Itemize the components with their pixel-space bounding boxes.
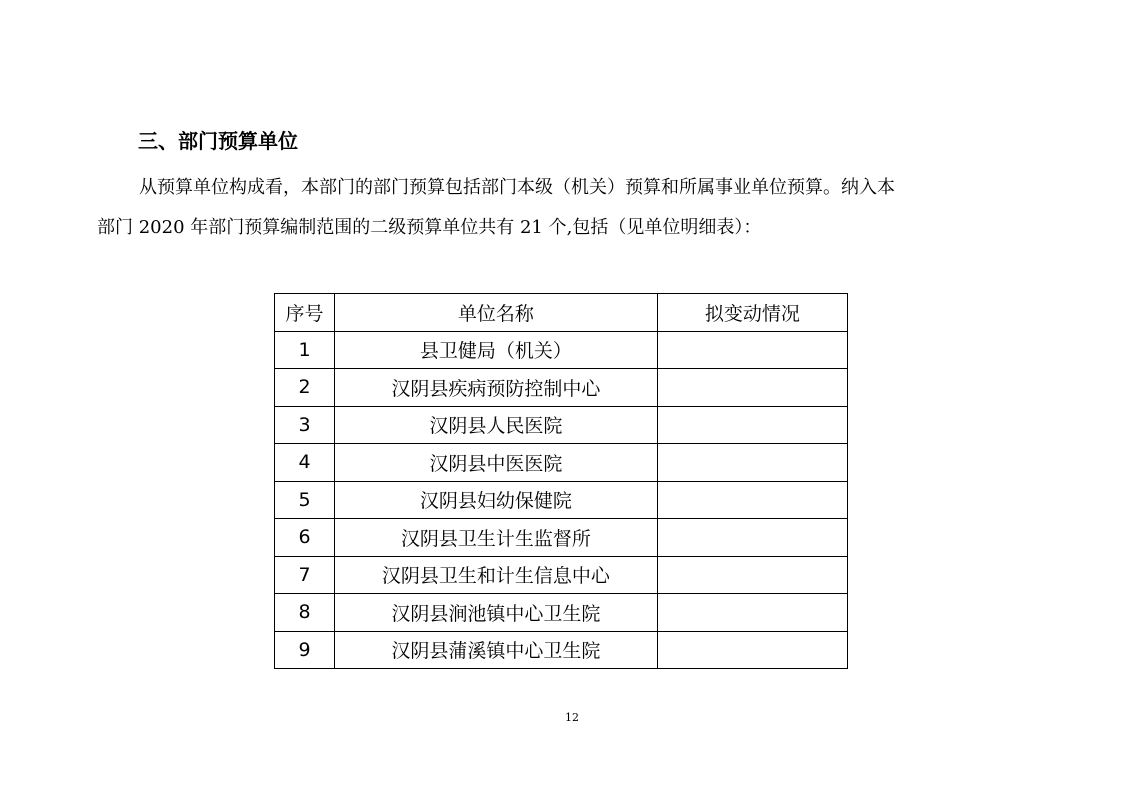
- table-row: [275, 369, 848, 407]
- row-number: 4: [275, 444, 335, 482]
- row-change: [657, 444, 847, 482]
- table-header-row: [275, 294, 848, 332]
- table-row: [275, 406, 848, 444]
- row-number: 1: [275, 331, 335, 369]
- row-change: [657, 556, 847, 594]
- row-number: 8: [275, 594, 335, 632]
- row-change: [657, 331, 847, 369]
- table-row: [275, 594, 848, 632]
- row-change: [657, 406, 847, 444]
- intro-paragraph: [97, 168, 1027, 248]
- row-unit-name: 汉阴县涧池镇中心卫生院: [335, 594, 658, 632]
- page-number: 12: [565, 711, 579, 724]
- row-number: 6: [275, 519, 335, 557]
- row-unit-name: 汉阴县妇幼保健院: [335, 481, 658, 519]
- table-row: [275, 481, 848, 519]
- row-number: 7: [275, 556, 335, 594]
- row-change: [657, 519, 847, 557]
- table-row: [275, 631, 848, 669]
- row-number: 2: [275, 369, 335, 407]
- row-unit-name: 汉阴县疾病预防控制中心: [335, 369, 658, 407]
- row-unit-name: 县卫健局（机关）: [335, 331, 658, 369]
- paragraph-line-1: 从预算单位构成看，本部门的部门预算包括部门本级（机关）预算和所属事业单位预算。纳入本: [139, 177, 895, 198]
- row-unit-name: 汉阴县卫生计生监督所: [335, 519, 658, 557]
- row-change: [657, 369, 847, 407]
- header-serial-number: 序号: [275, 294, 335, 332]
- row-number: 5: [275, 481, 335, 519]
- row-change: [657, 594, 847, 632]
- table-row: [275, 444, 848, 482]
- section-title: 三、部门预算单位: [138, 129, 298, 153]
- table-row: [275, 331, 848, 369]
- header-unit-name: 单位名称: [335, 294, 658, 332]
- budget-units-table: [274, 293, 848, 669]
- table-row: [275, 519, 848, 557]
- row-change: [657, 631, 847, 669]
- header-planned-change: 拟变动情况: [657, 294, 847, 332]
- row-unit-name: 汉阴县蒲溪镇中心卫生院: [335, 631, 658, 669]
- row-unit-name: 汉阴县中医医院: [335, 444, 658, 482]
- table-row: [275, 556, 848, 594]
- row-unit-name: 汉阴县人民医院: [335, 406, 658, 444]
- row-number: 9: [275, 631, 335, 669]
- row-unit-name: 汉阴县卫生和计生信息中心: [335, 556, 658, 594]
- row-number: 3: [275, 406, 335, 444]
- paragraph-line-2: 部门 2020 年部门预算编制范围的二级预算单位共有 21 个,包括（见单位明细表）：: [97, 217, 762, 238]
- row-change: [657, 481, 847, 519]
